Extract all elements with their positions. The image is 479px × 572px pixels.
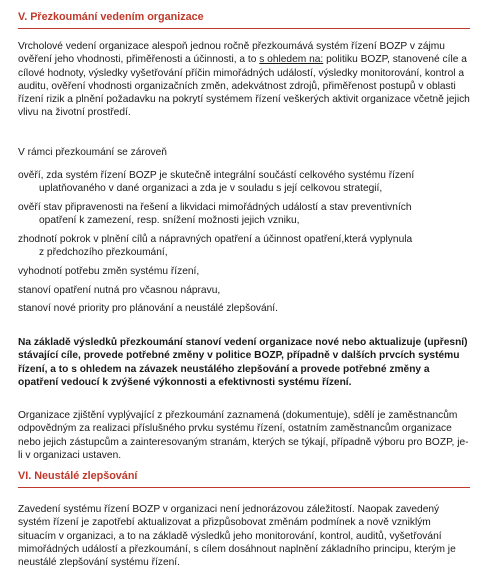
section-6-paragraph-1: Zavedení systému řízení BOZP v organizaci není jednorázovou záležitostí. Naopak zavedený systém řízení je zapotřebí aktualizovat a přizpůsobovat změnám podmínek a nově vzniklým situacím v organizaci, a to na základě výsledků jeho monitorování, kontrol, auditů, vyšetřování mimořádných událostí a přezkoumání, s cílem dosáhnout naplnění základního principu, kterým je neustálé zlepšování systému řízení.: [18, 504, 456, 569]
list-item: [18, 284, 473, 297]
list-item-line-1: stanoví nové priority pro plánování a neustálé zlepšování.: [18, 303, 278, 315]
list-item: [18, 302, 473, 315]
paragraph-text: politiku BOZP, stanovené cíle a cílové hodnoty, výsledky vyšetřování příčin mimořádných událostí, výsledky monitorování, kontrol a auditu, ověření vhodnosti organizačních změn, adekvátnost zdrojů, přiměřenost postupů v oblasti řízení rizik a plnění požadavku na pokrytí systémem řízení veškerých aktivit organizace včetně jejich vlivu na životní prostředí.: [18, 54, 470, 119]
list-item-line-1: zhodnotí pokrok v plnění cílů a nápravných opatření a účinnost opatření,která vyplynula: [18, 233, 413, 245]
section-6-divider: [18, 487, 470, 488]
list-item-line-2: uplatňovaného v dané organizaci a zda je v souladu s její celkovou strategií,: [39, 183, 383, 195]
section-5-paragraph-1: [18, 40, 470, 120]
section-5-title: V. Přezkoumání vedením organizace: [18, 11, 204, 23]
list-item: [18, 233, 473, 260]
underlined-phrase: s ohledem na:: [259, 54, 324, 66]
list-item-line-1: stanoví opatření nutná pro včasnou nápravu,: [18, 284, 221, 296]
paragraph-text: Vrcholové vedení organizace alespoň jednou ročně přezkoumává systém řízení BOZP v zájmu ověření jeho vhodnosti, přiměřenosti a účinnosti, a to: [18, 41, 445, 66]
section-5-divider: [18, 28, 470, 29]
list-item-line-1: vyhodnotí potřebu změn systému řízení,: [18, 265, 200, 277]
list-item-line-1: ověří stav připravenosti na řešení a likvidaci mimořádných událostí a stav preventivních: [18, 201, 412, 213]
list-item-line-2: opatření k zamezení, resp. snížení možnosti jejich vzniku,: [39, 215, 300, 227]
section-5-paragraph-3: Na základě výsledků přezkoumání stanoví vedení organizace nové nebo aktualizuje (upřesní) stávající cíle, provede potřebné změny v politice BOZP, případně v dalších prvcích systému řízení, a to s ohledem na závazek neustálého zlepšování a provede potřebné změny a opatření vedoucí k zvýšené výkonnosti a efektivnosti systému řízení.: [18, 337, 468, 388]
list-item-line-1: ověří, zda systém řízení BOZP je skutečně integrální součástí celkového systému řízení: [18, 170, 415, 181]
list-item: [18, 169, 473, 196]
section-6-title: VI. Neustálé zlepšování: [18, 470, 138, 482]
list-item: [18, 201, 473, 228]
list-item-line-2: z předchozího přezkoumání,: [39, 247, 168, 259]
review-checklist: [18, 169, 473, 321]
section-5-paragraph-4: Organizace zjištění vyplývající z přezkoumání zaznamená (dokumentuje), sdělí je zaměstnancům odpovědným za realizaci příslušného prvku systému řízení, ostatním zaměstnancům organizace nebo jejich zástupcům a zainteresovaným stranám, kterých se týkají, případně výboru pro BOZP, je-li v organizaci ustaven.: [18, 410, 469, 461]
list-item: [18, 265, 473, 278]
section-5-paragraph-2: V rámci přezkoumání se zároveň: [18, 147, 167, 158]
